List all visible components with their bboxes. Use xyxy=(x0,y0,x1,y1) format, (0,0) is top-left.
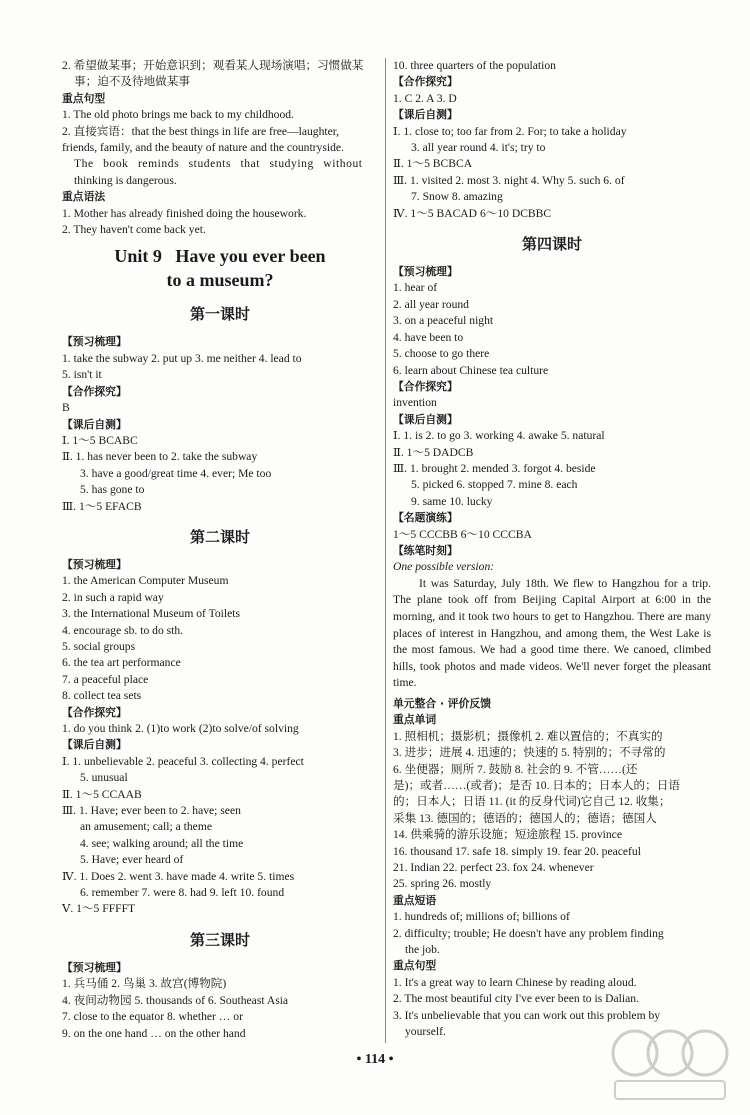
text-line: 1～5 CCCBB 6～10 CCCBA xyxy=(393,527,532,541)
text-line: 6. the tea art performance xyxy=(62,656,181,670)
text-line: Ⅳ. 1～5 BACAD 6～10 DCBBC xyxy=(393,206,552,220)
section-heading: 重点语法 xyxy=(62,190,106,204)
text-line: 1. hundreds of; millions of; billions of xyxy=(393,910,570,924)
lesson-title: 第一课时 xyxy=(189,305,250,324)
text-line: 1. do you think 2. (1)to work (2)to solve/of solving xyxy=(62,722,299,735)
unit-title-line-2: to a museum? xyxy=(166,270,274,291)
text-line: 25. spring 26. mostly xyxy=(393,877,492,891)
text-line: 5. picked 6. stopped 7. mine 8. each xyxy=(411,478,578,492)
subsection-heading: 【课后自测】 xyxy=(393,108,458,122)
text-line: invention xyxy=(393,396,437,410)
text-line: yourself. xyxy=(405,1025,446,1039)
text-line: 9. on the one hand … on the other hand xyxy=(62,1026,246,1040)
subsection-heading: 【合作探究】 xyxy=(62,384,127,398)
subsection-heading: 【课后自测】 xyxy=(393,412,458,426)
text-line: 5. unusual xyxy=(80,771,128,785)
page-number: • 114 • xyxy=(356,1052,394,1067)
text-line: 5. choose to go there xyxy=(393,347,490,361)
subsection-heading: 【预习梳理】 xyxy=(62,335,127,349)
text-line: 2. 希望做某事；开始意识到；观看某人现场演唱；习惯做某 xyxy=(62,59,364,72)
text-line: 的；日本人；日语 11. (it 的反身代词)它自己 12. 收集； xyxy=(393,795,671,809)
section-heading: 重点句型 xyxy=(62,91,106,105)
text-line: thinking is dangerous. xyxy=(74,173,177,187)
unit-title-line-1: Unit 9 Have you ever been xyxy=(114,246,326,267)
text-line: 是)；或者……(或者)；是否 10. 日本的；日本人的；日语 xyxy=(393,778,680,792)
text-line: 6. 坐便器；厕所 7. 鼓励 8. 社会的 9. 不管……(还 xyxy=(393,762,638,776)
text-line: 2. They haven't come back yet. xyxy=(62,223,206,237)
text-line: The book reminds students that studying without xyxy=(74,157,363,171)
lesson-title: 第三课时 xyxy=(189,930,250,949)
text-line: Ⅴ. 1～5 FFFFT xyxy=(62,902,136,916)
text-line: Ⅲ. 1. brought 2. mended 3. forgot 4. beside xyxy=(393,461,596,475)
column-divider xyxy=(385,58,386,1043)
text-line: 3. 进步；进展 4. 迅速的；快速的 5. 特别的；不寻常的 xyxy=(393,746,666,760)
subsection-heading: 【课后自测】 xyxy=(62,417,127,431)
text-line: Ⅲ. 1～5 EFACB xyxy=(62,499,142,513)
text-line: 1. C 2. A 3. D xyxy=(393,91,457,105)
subsection-heading: 重点短语 xyxy=(393,893,437,907)
text-line: 1. 兵马俑 2. 鸟巢 3. 故宫(博物院) xyxy=(62,977,227,991)
text-line: 1. Mother has already finished doing the housework. xyxy=(62,206,307,220)
essay-text: It was Saturday, July 18th. We flew to Hangzhou for a trip. The plane took off from Beijing Capital Airport at 6:00 in the morning, and it took two hours to get to Hangzhou. There are many places of interest in Hangzhou, and among them, the West Lake is the most famous. We had a good time there. We canoed, climbed hills, took photos and made videos. We'll never forget the pleasant time. xyxy=(393,576,711,690)
subsection-heading: 【练笔时刻】 xyxy=(393,543,458,557)
text-line: 3. all year round 4. it's; try to xyxy=(411,141,546,155)
text-line: Ⅳ. 1. Does 2. went 3. have made 4. write 5. times xyxy=(62,869,295,883)
text-line: 1. take the subway 2. put up 3. me neither 4. lead to xyxy=(62,351,302,365)
right-column xyxy=(393,58,711,1040)
text-line: 采集 13. 德国的；德语的；德国人的；德语；德国人 xyxy=(393,811,657,825)
left-column xyxy=(62,58,378,1042)
text-line: 5. isn't it xyxy=(62,368,102,382)
text-line: 1. 照相机；摄影机；摄像机 2. 难以置信的；不真实的 xyxy=(393,729,663,743)
watermark-logo xyxy=(600,1015,740,1105)
text-line: 7. close to the equator 8. whether … or xyxy=(62,1010,243,1024)
text-line: 1. hear of xyxy=(393,281,438,295)
text-line: 7. a peaceful place xyxy=(62,672,149,686)
text-line: 6. remember 7. were 8. had 9. left 10. found xyxy=(80,886,285,900)
subsection-heading: 【预习梳理】 xyxy=(62,557,127,571)
text-line: Ⅰ. 1. unbelievable 2. peaceful 3. collecting 4. perfect xyxy=(62,754,304,768)
lesson-title: 第二课时 xyxy=(189,527,250,546)
text-line: Ⅲ. 1. visited 2. most 3. night 4. Why 5. such 6. of xyxy=(393,173,625,187)
text-line: 2. all year round xyxy=(393,297,469,311)
text-line: Ⅱ. 1～5 BCBCA xyxy=(393,157,473,171)
subsection-heading: 【合作探究】 xyxy=(393,379,458,393)
text-line: an amusement; call; a theme xyxy=(80,820,212,834)
subsection-heading: 【名题演练】 xyxy=(393,511,458,525)
text-line: 6. learn about Chinese tea culture xyxy=(393,363,549,377)
text-line: 3. It's unbelievable that you can work out this problem by xyxy=(393,1008,661,1022)
text-line: 5. has gone to xyxy=(80,483,145,497)
subsection-heading: 【预习梳理】 xyxy=(393,265,458,279)
text-line: 1. It's a great way to learn Chinese by reading aloud. xyxy=(393,975,637,989)
text-line: Ⅱ. 1. has never been to 2. take the subway xyxy=(62,450,258,464)
text-line: 4. encourage sb. to do sth. xyxy=(62,623,184,637)
text-line: 3. the International Museum of Toilets xyxy=(62,607,240,621)
text-line: 4. see; walking around; all the time xyxy=(80,836,244,850)
text-line: 3. have a good/great time 4. ever; Me too xyxy=(80,466,272,480)
text-line: 9. same 10. lucky xyxy=(411,494,493,508)
text-line: Ⅰ. 1. close to; too far from 2. For; to take a holiday xyxy=(393,124,627,138)
text-line: 14. 供乘骑的游乐设施；短途旅程 15. province xyxy=(393,828,622,842)
text-line: 3. on a peaceful night xyxy=(393,314,494,328)
text-line: 2. difficulty; trouble; He doesn't have any problem finding xyxy=(393,926,664,940)
subsection-heading: 【合作探究】 xyxy=(393,75,458,89)
text-line: Ⅲ. 1. Have; ever been to 2. have; seen xyxy=(62,804,241,818)
text-line: friends, family, and the beauty of nature and the countryside. xyxy=(62,141,344,155)
text-line: 8. collect tea sets xyxy=(62,689,142,703)
text-line: 5. social groups xyxy=(62,639,136,653)
text-line: 1. the American Computer Museum xyxy=(62,574,229,588)
text-line: 5. Have; ever heard of xyxy=(80,853,184,867)
text-line: 21. Indian 22. perfect 23. fox 24. whenever xyxy=(393,861,594,874)
subsection-heading: 【合作探究】 xyxy=(62,705,127,719)
lesson-title: 第四课时 xyxy=(521,235,582,254)
text-line: 事；迫不及待地做某事 xyxy=(74,75,190,89)
subsection-heading: 【预习梳理】 xyxy=(62,960,127,974)
review-title: 单元整合 · 评价反馈 xyxy=(393,696,491,710)
text-line: 7. Snow 8. amazing xyxy=(411,190,503,204)
text-line: 1. The old photo brings me back to my childhood. xyxy=(62,108,294,122)
text-line: Ⅰ. 1. is 2. to go 3. working 4. awake 5. natural xyxy=(393,429,605,443)
subsection-heading: 【课后自测】 xyxy=(62,738,127,752)
text-line: 10. three quarters of the population xyxy=(393,59,556,72)
text-line: 16. thousand 17. safe 18. simply 19. fear 20. peaceful xyxy=(393,844,641,858)
text-line: 2. in such a rapid way xyxy=(62,590,164,604)
unit-title xyxy=(62,244,378,292)
text-line: 4. 夜间动物园 5. thousands of 6. Southeast Asia xyxy=(62,993,289,1007)
text-line: Ⅱ. 1～5 DADCB xyxy=(393,445,474,459)
text-line: 2. The most beautiful city I've ever been to is Dalian. xyxy=(393,992,639,1006)
text-line: 4. have been to xyxy=(393,330,464,344)
text-line: 2. 直接宾语：that the best things in life are free—laughter, xyxy=(62,124,340,138)
subsection-heading: 重点单词 xyxy=(393,713,437,727)
text-line: Ⅰ. 1～5 BCABC xyxy=(62,433,138,447)
text-line: the job. xyxy=(405,943,440,957)
essay-label: One possible version: xyxy=(393,560,495,574)
subsection-heading: 重点句型 xyxy=(393,959,437,973)
text-line: B xyxy=(62,401,70,415)
text-line: Ⅱ. 1～5 CCAAB xyxy=(62,787,142,801)
